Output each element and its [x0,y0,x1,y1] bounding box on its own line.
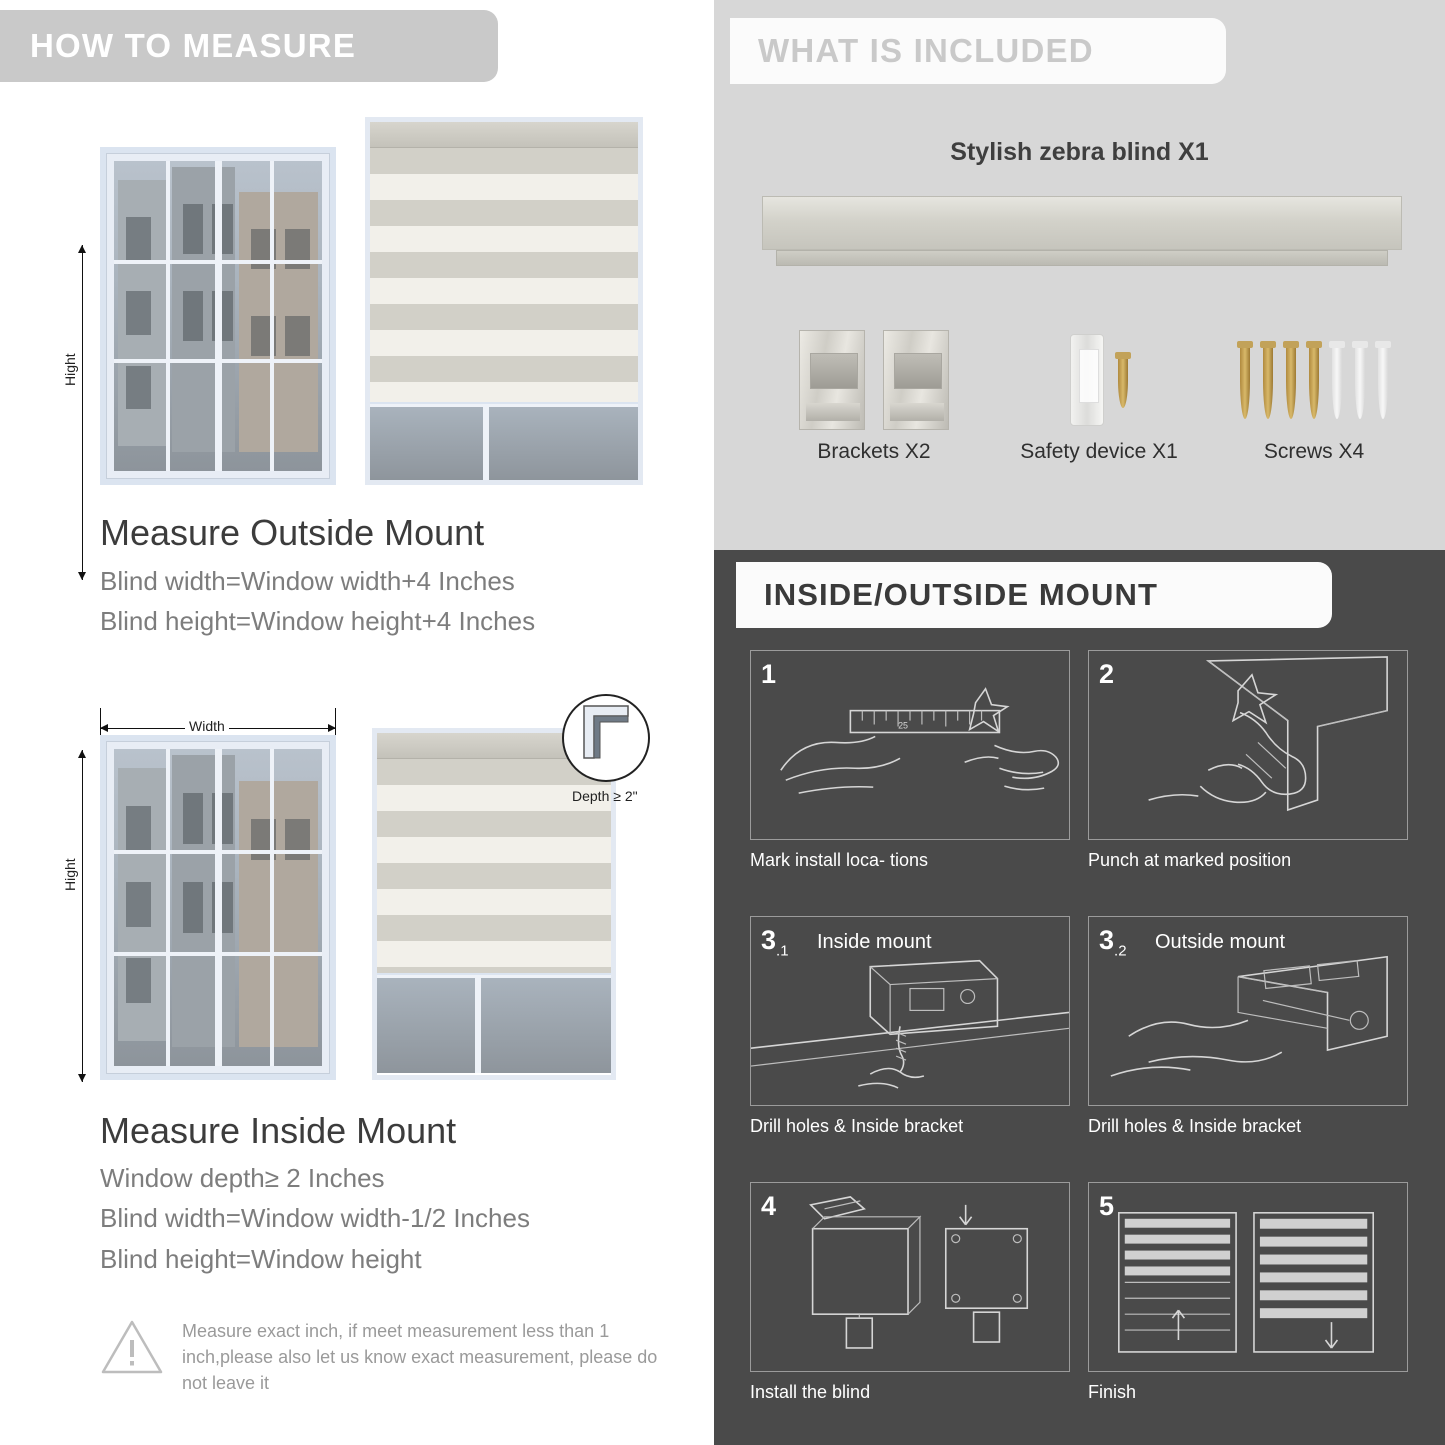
depth-callout-circle [562,694,650,782]
step-5-illustration [1088,1182,1408,1372]
safety-device-icon [994,330,1204,430]
inside-mount-heading: Measure Inside Mount [100,1110,457,1151]
part-safety-device [994,330,1204,464]
depth-label: Depth ≥ 2" [572,788,638,804]
measure-note-text: Measure exact inch, if meet measurement less than 1 inch,please also let us know exact measurement, please do not leave it [182,1321,658,1394]
step-3-2-caption: Drill holes & Inside bracket [1088,1116,1302,1136]
step-4-caption: Install the blind [750,1382,871,1402]
how-to-measure-banner [0,10,498,82]
inside-outside-mount-title: INSIDE/OUTSIDE MOUNT [764,577,1159,612]
part-brackets-label: Brackets X2 [817,440,931,463]
window-illustration-outside [100,147,336,485]
step-2 [1088,650,1408,871]
how-to-measure-title: HOW TO MEASURE [30,27,357,64]
step-2-number: 2 [1099,659,1115,689]
step-3-2 [1088,916,1408,1137]
how-to-measure-section [0,0,712,1445]
part-screws [1209,330,1419,464]
step-4 [750,1182,1070,1403]
screws-icon [1209,330,1419,430]
step-2-illustration [1088,650,1408,840]
step-5-caption: Finish [1088,1382,1137,1402]
step-3-2-illustration [1088,916,1408,1106]
measure-note [100,1318,660,1396]
step-3-1-title: Inside mount [817,931,932,953]
part-safety-device-label: Safety device X1 [1020,440,1178,463]
included-parts-row [754,330,1404,510]
step-1-illustration [750,650,1070,840]
installation-steps [750,650,1410,1420]
step-1-number: 1 [761,659,777,689]
step-3-1 [750,916,1070,1137]
inside-outside-mount-section [714,550,1445,1445]
outside-mount-line1: Blind width=Window width+4 Inches [100,566,515,596]
brackets-icon [764,330,984,430]
outside-mount-line2: Blind height=Window height+4 Inches [100,606,536,636]
inside-mount-diagram [0,690,700,1110]
step-1-caption: Mark install loca- tions [750,850,929,870]
step-2-caption: Punch at marked position [1088,850,1292,870]
step-3-2-title: Outside mount [1155,931,1286,953]
step-3-1-number: $3_{.1}$ [761,925,789,960]
step-1 [750,650,1070,871]
zebra-blind-headrail-illustration [762,196,1402,268]
inside-width-label: Width [185,718,229,734]
outside-mount-diagram [0,95,700,515]
step-4-illustration [750,1182,1070,1372]
part-screws-label: Screws X4 [1263,440,1365,463]
step-5 [1088,1182,1408,1403]
inside-outside-mount-banner [736,562,1332,628]
outside-mount-heading: Measure Outside Mount [100,512,485,553]
warning-triangle-icon [100,1318,164,1376]
step-3-1-caption: Drill holes & Inside bracket [750,1116,964,1136]
inside-mount-line1: Window depth≥ 2 Inches [100,1163,385,1193]
included-main-item-label: Stylish zebra blind X1 [950,138,1209,166]
what-is-included-section [714,0,1445,550]
step-3-2-number: $3_{.2}$ [1099,925,1127,960]
inside-mount-line2: Blind width=Window width-1/2 Inches [100,1203,530,1233]
inside-mount-line3: Blind height=Window height [100,1244,422,1274]
window-illustration-inside [100,735,336,1080]
blind-illustration-inside [372,728,616,1080]
blind-illustration-outside [365,117,643,485]
inside-height-label: Hight [62,854,78,895]
step-4-number: 4 [761,1191,777,1221]
what-is-included-banner [730,18,1226,84]
part-brackets [764,330,984,464]
svg-text:25: 25 [898,720,909,731]
what-is-included-title: WHAT IS INCLUDED [758,32,1094,69]
outside-height-label: Hight [62,349,78,390]
step-3-1-illustration [750,916,1070,1106]
step-5-number: 5 [1099,1191,1115,1221]
